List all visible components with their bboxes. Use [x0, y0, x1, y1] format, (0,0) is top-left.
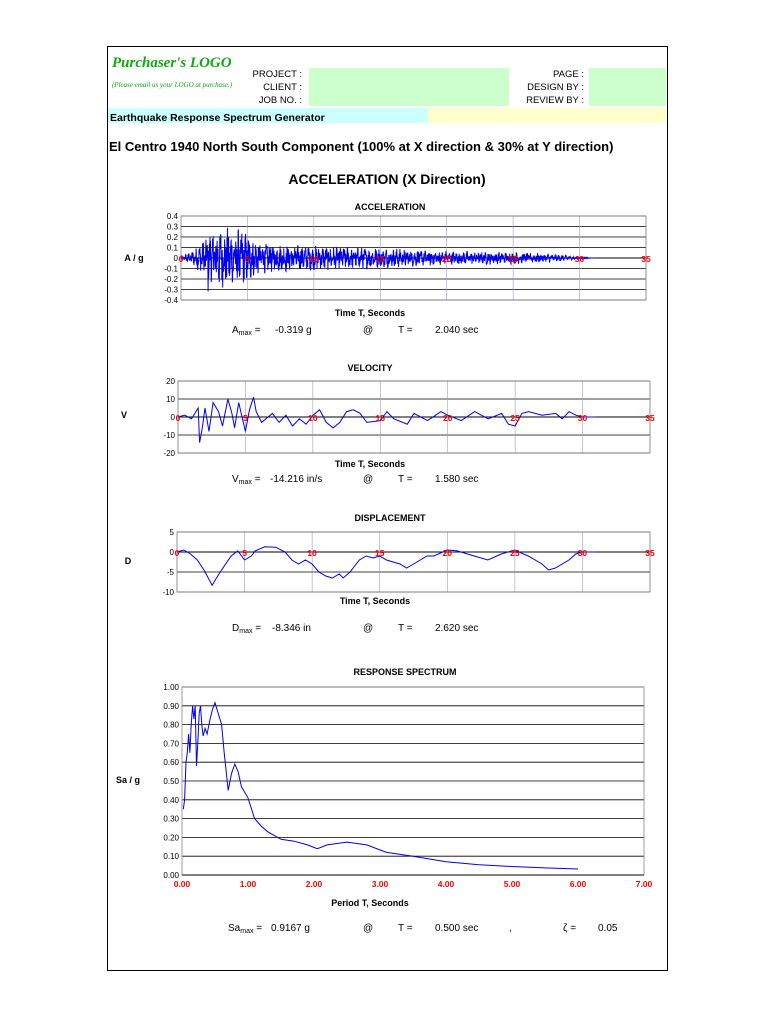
tool-title-bar-fill [428, 108, 666, 123]
x-tick-label: 5 [245, 254, 250, 264]
y-tick-label: 0 [173, 254, 178, 263]
disp-ylabel: D [124, 556, 132, 566]
vel-max-value: -14.216 in/s [270, 474, 323, 485]
section-title: ACCELERATION (X Direction) [288, 171, 486, 187]
x-tick-label: 4.00 [437, 879, 455, 889]
y-tick-label: 0 [170, 413, 175, 422]
vel-t-label: T = [398, 474, 413, 485]
acc-t-label: T = [398, 325, 413, 336]
purchaser-logo: Purchaser's LOGO [112, 55, 232, 71]
reviewby-label: REVIEW BY : [526, 95, 584, 106]
x-tick-label: 0 [178, 254, 184, 264]
disp-t-value: 2.620 sec [435, 623, 479, 634]
jobno-label: JOB NO. : [258, 95, 302, 106]
rs-ylabel: Sa / g [115, 775, 140, 785]
disp-series-line [174, 547, 596, 585]
y-tick-label: 0.70 [163, 739, 179, 749]
x-tick-label: 30 [577, 548, 588, 558]
x-tick-label: 35 [645, 413, 655, 423]
y-tick-label: 0.4 [166, 212, 178, 221]
x-tick-label: 20 [442, 548, 453, 558]
main-title: El Centro 1940 North South Component (100% at X direction & 30% at Y direction) [109, 139, 614, 154]
y-tick-label: 0.2 [166, 233, 178, 242]
y-tick-label: -0.3 [164, 285, 178, 295]
client-label: CLIENT : [263, 82, 302, 93]
y-tick-label: 0.00 [163, 871, 179, 880]
sa-at: @ [363, 923, 374, 934]
rs-series-line [183, 703, 578, 869]
vel-xlabel: Time T, Seconds [334, 459, 406, 469]
x-tick-label: 25 [508, 254, 518, 264]
y-tick-label: 0.60 [163, 758, 179, 768]
acc-max-label: $A_{max}$ = [232, 325, 261, 337]
vel-t-value: 1.580 sec [435, 474, 479, 485]
y-tick-label: 0.40 [163, 795, 179, 805]
x-tick-label: 15 [375, 413, 386, 423]
page-design-review-field[interactable] [589, 68, 666, 106]
x-tick-label: 10 [308, 413, 318, 423]
rs-chart [130, 680, 670, 895]
x-tick-label: 15 [374, 548, 385, 558]
vel-ylabel: V [120, 410, 127, 420]
y-tick-label: 0.90 [163, 701, 179, 711]
x-tick-label: 35 [641, 254, 651, 264]
y-tick-label: -20 [163, 449, 175, 458]
x-tick-label: 5 [242, 548, 247, 558]
x-tick-label: 30 [574, 254, 585, 264]
x-tick-label: 5 [243, 413, 248, 423]
zeta-value: 0.05 [598, 923, 618, 934]
sa-comma: , [509, 923, 512, 934]
y-tick-label: 0.20 [163, 833, 179, 843]
x-tick-label: 1.00 [239, 879, 257, 889]
acc-chart-title: ACCELERATION [354, 202, 426, 212]
x-tick-label: 0.00 [173, 879, 191, 889]
logo-note: (Please email us your LOGO at purchase.) [112, 81, 233, 89]
y-tick-label: -0.2 [164, 275, 178, 284]
date-field[interactable] [424, 94, 509, 106]
x-tick-label: 0 [175, 413, 181, 423]
x-tick-label: 25 [510, 548, 520, 558]
vel-at: @ [363, 474, 374, 485]
disp-max-label: $D_{max}$ = [232, 623, 262, 635]
sa-max-value: 0.9167 g [271, 923, 310, 934]
x-tick-label: 2.00 [305, 879, 323, 889]
sa-max-label: $Sa_{max}$ = [228, 923, 263, 935]
x-tick-label: 3.00 [371, 879, 389, 889]
acc-max-value: -0.319 g [275, 325, 312, 336]
y-tick-label: 10 [166, 395, 175, 404]
vel-chart-title: VELOCITY [347, 363, 393, 373]
y-tick-label: -0.1 [164, 264, 178, 274]
sa-t-label: T = [398, 923, 413, 934]
tool-title-bar [108, 108, 428, 123]
x-tick-label: 30 [577, 413, 588, 423]
x-tick-label: 10 [309, 254, 319, 264]
y-tick-label: -0.4 [164, 296, 178, 305]
y-tick-label: 0.1 [166, 243, 178, 253]
rs-xlabel: Period T, Seconds [331, 898, 409, 908]
y-tick-label: 0.10 [163, 852, 179, 862]
disp-chart-title: DISPLACEMENT [354, 513, 426, 523]
rs-chart-title: RESPONSE SPECTRUM [353, 667, 457, 677]
y-tick-label: -10 [162, 588, 174, 597]
y-tick-label: 20 [166, 377, 175, 386]
zeta-label: ζ = [563, 923, 577, 934]
y-tick-label: 0.3 [166, 222, 178, 232]
vel-series-line [175, 397, 596, 442]
y-tick-label: -10 [163, 431, 175, 440]
vel-max-label: $V_{max}$ = [232, 474, 261, 486]
acc-ylabel: A / g [124, 253, 144, 263]
y-tick-label: 0 [169, 548, 174, 557]
y-tick-label: 5 [169, 528, 174, 537]
x-tick-label: 20 [441, 254, 452, 264]
acc-t-value: 2.040 sec [435, 325, 479, 336]
disp-chart [130, 525, 670, 605]
y-tick-label: 0.80 [163, 720, 179, 730]
x-tick-label: 5.00 [503, 879, 521, 889]
x-tick-label: 7.00 [635, 879, 653, 889]
designby-label: DESIGN BY : [527, 82, 584, 93]
x-tick-label: 25 [510, 413, 520, 423]
acc-at: @ [363, 325, 374, 336]
disp-xlabel: Time T, Seconds [339, 596, 411, 606]
disp-t-label: T = [398, 623, 413, 634]
project-label: PROJECT : [252, 69, 302, 80]
y-tick-label: 1.00 [163, 683, 179, 692]
page-label: PAGE : [553, 69, 584, 80]
y-tick-label: 0.50 [163, 777, 179, 786]
disp-at: @ [363, 623, 374, 634]
x-tick-label: 35 [645, 548, 655, 558]
x-tick-label: 15 [375, 254, 386, 264]
acc-xlabel: Time T, Seconds [334, 308, 406, 318]
x-tick-label: 0 [174, 548, 180, 558]
vel-chart [130, 372, 670, 467]
disp-max-value: -8.346 in [272, 623, 311, 634]
sa-t-value: 0.500 sec [435, 923, 479, 934]
x-tick-label: 6.00 [569, 879, 587, 889]
x-tick-label: 20 [442, 413, 453, 423]
plot-area [174, 532, 650, 592]
acc-chart [130, 208, 670, 323]
y-tick-label: -5 [166, 568, 174, 577]
y-tick-label: 0.30 [163, 814, 179, 824]
x-tick-label: 10 [307, 548, 317, 558]
tool-title: Earthquake Response Spectrum Generator [110, 112, 325, 124]
